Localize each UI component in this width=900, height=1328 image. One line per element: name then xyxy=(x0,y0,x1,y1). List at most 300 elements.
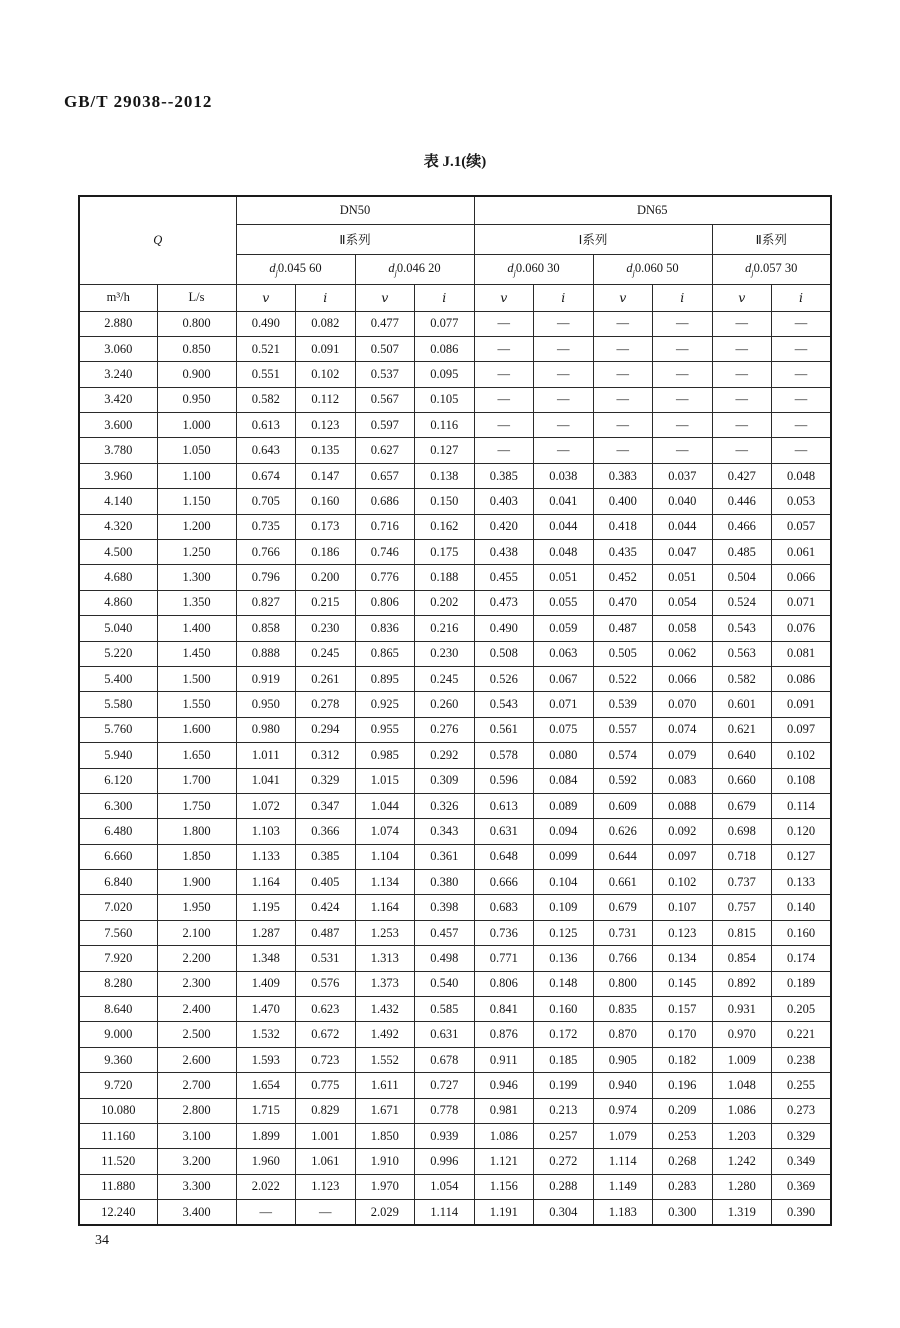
value-cell: 0.613 xyxy=(474,793,534,818)
value-cell: 0.490 xyxy=(236,311,296,336)
value-cell: 0.189 xyxy=(772,971,832,996)
value-cell: 1.079 xyxy=(593,1124,653,1149)
flow-m3h-cell: 7.560 xyxy=(79,920,157,945)
value-cell: 0.955 xyxy=(355,717,415,742)
value-cell: — xyxy=(296,1200,356,1225)
table-row xyxy=(79,1149,831,1174)
flow-m3h-cell: 8.640 xyxy=(79,997,157,1022)
value-cell: 0.081 xyxy=(772,641,832,666)
flow-ls-cell: 1.300 xyxy=(157,565,236,590)
value-cell: 0.102 xyxy=(296,362,356,387)
value-cell: 0.931 xyxy=(712,997,772,1022)
value-cell: 0.970 xyxy=(712,1022,772,1047)
flow-ls-cell: 1.450 xyxy=(157,641,236,666)
diameter-header-1 xyxy=(236,254,355,284)
value-cell: 0.698 xyxy=(712,819,772,844)
flow-m3h-cell: 3.240 xyxy=(79,362,157,387)
value-cell: 0.084 xyxy=(534,768,594,793)
value-cell: — xyxy=(534,387,594,412)
value-cell: 0.438 xyxy=(474,540,534,565)
value-cell: — xyxy=(712,413,772,438)
value-cell: 0.435 xyxy=(593,540,653,565)
value-cell: 0.473 xyxy=(474,590,534,615)
d-subscript: j xyxy=(275,268,278,278)
value-cell: 0.160 xyxy=(534,997,594,1022)
value-cell: 0.089 xyxy=(534,793,594,818)
value-cell: 0.678 xyxy=(415,1047,475,1072)
flow-m3h-cell: 9.360 xyxy=(79,1047,157,1072)
value-cell: 0.048 xyxy=(534,540,594,565)
value-cell: 0.260 xyxy=(415,692,475,717)
table-row xyxy=(79,1022,831,1047)
i-header: i xyxy=(653,284,713,311)
value-cell: 0.674 xyxy=(236,463,296,488)
value-cell: — xyxy=(593,413,653,438)
value-cell: 0.278 xyxy=(296,692,356,717)
dn65-series2-header: Ⅱ系列 xyxy=(712,224,831,254)
value-cell: 0.865 xyxy=(355,641,415,666)
value-cell: 0.134 xyxy=(653,946,713,971)
value-cell: 0.044 xyxy=(534,514,594,539)
value-cell: 0.257 xyxy=(534,1124,594,1149)
value-cell: 1.011 xyxy=(236,743,296,768)
value-cell: 0.380 xyxy=(415,870,475,895)
table-header xyxy=(79,196,831,311)
value-cell: 0.766 xyxy=(593,946,653,971)
value-cell: 1.164 xyxy=(236,870,296,895)
value-cell: 0.424 xyxy=(296,895,356,920)
value-cell: 0.114 xyxy=(772,793,832,818)
value-cell: 0.888 xyxy=(236,641,296,666)
flow-m3h-cell: 9.720 xyxy=(79,1073,157,1098)
table-row xyxy=(79,387,831,412)
table-row xyxy=(79,362,831,387)
value-cell: 0.086 xyxy=(772,666,832,691)
value-cell: 0.585 xyxy=(415,997,475,1022)
flow-m3h-cell: 5.760 xyxy=(79,717,157,742)
flow-m3h-cell: 6.300 xyxy=(79,793,157,818)
value-cell: 1.715 xyxy=(236,1098,296,1123)
value-cell: 1.319 xyxy=(712,1200,772,1225)
value-cell: 0.505 xyxy=(593,641,653,666)
value-cell: 0.498 xyxy=(415,946,475,971)
value-cell: 0.175 xyxy=(415,540,475,565)
flow-ls-cell: 1.050 xyxy=(157,438,236,463)
value-cell: 0.109 xyxy=(534,895,594,920)
table-row xyxy=(79,793,831,818)
value-cell: — xyxy=(593,336,653,361)
table-row xyxy=(79,463,831,488)
value-cell: 0.037 xyxy=(653,463,713,488)
value-cell: 0.094 xyxy=(534,819,594,844)
value-cell: 0.300 xyxy=(653,1200,713,1225)
d-symbol: d xyxy=(626,260,633,275)
value-cell: 0.230 xyxy=(296,616,356,641)
flow-m3h-cell: 7.920 xyxy=(79,946,157,971)
value-cell: 1.072 xyxy=(236,793,296,818)
value-cell: 1.133 xyxy=(236,844,296,869)
value-cell: 0.040 xyxy=(653,489,713,514)
flow-ls-cell: 1.500 xyxy=(157,666,236,691)
value-cell: 0.112 xyxy=(296,387,356,412)
value-cell: 0.666 xyxy=(474,870,534,895)
value-cell: — xyxy=(534,336,594,361)
table-row xyxy=(79,1200,831,1225)
value-cell: 0.582 xyxy=(712,666,772,691)
value-cell: 0.427 xyxy=(712,463,772,488)
value-cell: 1.061 xyxy=(296,1149,356,1174)
value-cell: 0.905 xyxy=(593,1047,653,1072)
value-cell: 0.836 xyxy=(355,616,415,641)
d-subscript: j xyxy=(632,268,635,278)
value-cell: 0.621 xyxy=(712,717,772,742)
flow-ls-cell: 3.400 xyxy=(157,1200,236,1225)
value-cell: 0.202 xyxy=(415,590,475,615)
value-cell: 0.092 xyxy=(653,819,713,844)
value-cell: 1.432 xyxy=(355,997,415,1022)
diameter-header-2 xyxy=(355,254,474,284)
value-cell: 0.567 xyxy=(355,387,415,412)
value-cell: 1.253 xyxy=(355,920,415,945)
value-cell: 0.107 xyxy=(653,895,713,920)
value-cell: — xyxy=(534,413,594,438)
value-cell: 0.574 xyxy=(593,743,653,768)
flow-m3h-cell: 11.880 xyxy=(79,1174,157,1199)
value-cell: 0.127 xyxy=(772,844,832,869)
value-cell: — xyxy=(712,438,772,463)
value-cell: 0.657 xyxy=(355,463,415,488)
table-row xyxy=(79,819,831,844)
value-cell: 0.521 xyxy=(236,336,296,361)
flow-m3h-cell: 3.960 xyxy=(79,463,157,488)
value-cell: 0.145 xyxy=(653,971,713,996)
value-cell: 0.349 xyxy=(772,1149,832,1174)
value-cell: 0.205 xyxy=(772,997,832,1022)
table-row xyxy=(79,666,831,691)
value-cell: 0.309 xyxy=(415,768,475,793)
value-cell: 1.970 xyxy=(355,1174,415,1199)
value-cell: 1.348 xyxy=(236,946,296,971)
value-cell: 0.099 xyxy=(534,844,594,869)
value-cell: 1.203 xyxy=(712,1124,772,1149)
value-cell: 0.623 xyxy=(296,997,356,1022)
value-cell: 0.683 xyxy=(474,895,534,920)
flow-m3h-cell: 4.860 xyxy=(79,590,157,615)
value-cell: 0.091 xyxy=(296,336,356,361)
value-cell: 0.044 xyxy=(653,514,713,539)
value-cell: 0.778 xyxy=(415,1098,475,1123)
page-number: 34 xyxy=(95,1233,109,1248)
flow-ls-cell: 0.950 xyxy=(157,387,236,412)
d-subscript: j xyxy=(394,268,397,278)
value-cell: 0.487 xyxy=(296,920,356,945)
value-cell: — xyxy=(653,362,713,387)
value-cell: 0.076 xyxy=(772,616,832,641)
diameter-header-5 xyxy=(712,254,831,284)
value-cell: 0.757 xyxy=(712,895,772,920)
value-cell: 1.191 xyxy=(474,1200,534,1225)
value-cell: 1.287 xyxy=(236,920,296,945)
value-cell: 0.369 xyxy=(772,1174,832,1199)
value-cell: 1.313 xyxy=(355,946,415,971)
value-cell: 0.061 xyxy=(772,540,832,565)
flow-ls-cell: 2.700 xyxy=(157,1073,236,1098)
value-cell: — xyxy=(772,362,832,387)
value-cell: — xyxy=(474,336,534,361)
value-cell: 0.841 xyxy=(474,997,534,1022)
value-cell: 0.736 xyxy=(474,920,534,945)
value-cell: 0.576 xyxy=(296,971,356,996)
value-cell: 0.490 xyxy=(474,616,534,641)
table-row xyxy=(79,641,831,666)
flow-ls-cell: 2.600 xyxy=(157,1047,236,1072)
i-header: i xyxy=(772,284,832,311)
flow-m3h-cell: 6.480 xyxy=(79,819,157,844)
value-cell: 0.230 xyxy=(415,641,475,666)
value-cell: 0.200 xyxy=(296,565,356,590)
flow-m3h-cell: 3.780 xyxy=(79,438,157,463)
value-cell: 0.174 xyxy=(772,946,832,971)
flow-m3h-cell: 4.500 xyxy=(79,540,157,565)
table-row xyxy=(79,743,831,768)
value-cell: 1.850 xyxy=(355,1124,415,1149)
value-cell: 0.288 xyxy=(534,1174,594,1199)
value-cell: 0.160 xyxy=(296,489,356,514)
table-row xyxy=(79,1124,831,1149)
value-cell: 0.221 xyxy=(772,1022,832,1047)
flow-m3h-cell: 4.320 xyxy=(79,514,157,539)
value-cell: 0.255 xyxy=(772,1073,832,1098)
value-cell: 0.716 xyxy=(355,514,415,539)
unit-m3h-header: m³/h xyxy=(79,284,157,311)
flow-ls-cell: 3.100 xyxy=(157,1124,236,1149)
value-cell: 0.170 xyxy=(653,1022,713,1047)
value-cell: 2.029 xyxy=(355,1200,415,1225)
value-cell: 1.960 xyxy=(236,1149,296,1174)
value-cell: 0.477 xyxy=(355,311,415,336)
table-row xyxy=(79,1073,831,1098)
d-symbol: d xyxy=(388,260,395,275)
flow-m3h-cell: 5.220 xyxy=(79,641,157,666)
d-symbol: d xyxy=(507,260,514,275)
value-cell: 0.074 xyxy=(653,717,713,742)
value-cell: — xyxy=(712,362,772,387)
value-cell: 0.485 xyxy=(712,540,772,565)
value-cell: 1.048 xyxy=(712,1073,772,1098)
value-cell: — xyxy=(534,311,594,336)
value-cell: 1.121 xyxy=(474,1149,534,1174)
value-cell: 0.329 xyxy=(296,768,356,793)
v-header: v xyxy=(236,284,296,311)
value-cell: 0.083 xyxy=(653,768,713,793)
value-cell: 0.950 xyxy=(236,692,296,717)
v-header: v xyxy=(712,284,772,311)
value-cell: — xyxy=(712,336,772,361)
value-cell: 0.185 xyxy=(534,1047,594,1072)
value-cell: 0.077 xyxy=(415,311,475,336)
value-cell: 0.911 xyxy=(474,1047,534,1072)
value-cell: 0.120 xyxy=(772,819,832,844)
value-cell: 0.543 xyxy=(712,616,772,641)
value-cell: 0.079 xyxy=(653,743,713,768)
value-cell: 0.116 xyxy=(415,413,475,438)
value-cell: 0.723 xyxy=(296,1047,356,1072)
value-cell: — xyxy=(772,387,832,412)
flow-m3h-cell: 5.400 xyxy=(79,666,157,691)
table-row xyxy=(79,895,831,920)
value-cell: 0.731 xyxy=(593,920,653,945)
table-row xyxy=(79,514,831,539)
value-cell: 0.870 xyxy=(593,1022,653,1047)
flow-ls-cell: 2.300 xyxy=(157,971,236,996)
value-cell: 0.102 xyxy=(772,743,832,768)
value-cell: 0.981 xyxy=(474,1098,534,1123)
value-cell: 0.400 xyxy=(593,489,653,514)
diameter-header-3 xyxy=(474,254,593,284)
table-row xyxy=(79,692,831,717)
value-cell: 0.150 xyxy=(415,489,475,514)
value-cell: 1.156 xyxy=(474,1174,534,1199)
dn50-group-header: DN50 xyxy=(236,196,474,224)
value-cell: 1.164 xyxy=(355,895,415,920)
table-row xyxy=(79,540,831,565)
dn50-series2-header: Ⅱ系列 xyxy=(236,224,474,254)
value-cell: 0.796 xyxy=(236,565,296,590)
unit-ls-header: L/s xyxy=(157,284,236,311)
flow-m3h-cell: 6.660 xyxy=(79,844,157,869)
v-header: v xyxy=(593,284,653,311)
i-header: i xyxy=(415,284,475,311)
value-cell: 0.631 xyxy=(415,1022,475,1047)
value-cell: — xyxy=(593,438,653,463)
value-cell: 0.508 xyxy=(474,641,534,666)
value-cell: 1.183 xyxy=(593,1200,653,1225)
table-row xyxy=(79,971,831,996)
value-cell: 0.613 xyxy=(236,413,296,438)
table-row xyxy=(79,336,831,361)
value-cell: 0.455 xyxy=(474,565,534,590)
value-cell: 0.679 xyxy=(712,793,772,818)
table-row xyxy=(79,565,831,590)
d-value: 0.046 20 xyxy=(396,260,441,275)
value-cell: 1.552 xyxy=(355,1047,415,1072)
value-cell: 0.919 xyxy=(236,666,296,691)
value-cell: — xyxy=(653,311,713,336)
value-cell: 0.858 xyxy=(236,616,296,641)
value-cell: — xyxy=(593,311,653,336)
value-cell: 0.058 xyxy=(653,616,713,641)
value-cell: 0.196 xyxy=(653,1073,713,1098)
flow-ls-cell: 1.250 xyxy=(157,540,236,565)
value-cell: 0.216 xyxy=(415,616,475,641)
table-body xyxy=(79,311,831,1225)
value-cell: 0.746 xyxy=(355,540,415,565)
value-cell: 0.661 xyxy=(593,870,653,895)
value-cell: 0.051 xyxy=(653,565,713,590)
value-cell: 0.062 xyxy=(653,641,713,666)
value-cell: 1.409 xyxy=(236,971,296,996)
value-cell: 0.561 xyxy=(474,717,534,742)
value-cell: 0.162 xyxy=(415,514,475,539)
d-subscript: j xyxy=(513,268,516,278)
value-cell: 1.114 xyxy=(415,1200,475,1225)
value-cell: 0.815 xyxy=(712,920,772,945)
flow-ls-cell: 1.900 xyxy=(157,870,236,895)
value-cell: 0.446 xyxy=(712,489,772,514)
flow-m3h-cell: 4.140 xyxy=(79,489,157,514)
value-cell: 0.245 xyxy=(415,666,475,691)
value-cell: — xyxy=(653,387,713,412)
value-cell: 0.892 xyxy=(712,971,772,996)
standard-code: GB/T 29038--2012 xyxy=(64,92,213,111)
flow-ls-cell: 0.800 xyxy=(157,311,236,336)
value-cell: 0.138 xyxy=(415,463,475,488)
flow-m3h-cell: 7.020 xyxy=(79,895,157,920)
value-cell: — xyxy=(772,336,832,361)
value-cell: 0.540 xyxy=(415,971,475,996)
value-cell: 0.188 xyxy=(415,565,475,590)
value-cell: 0.361 xyxy=(415,844,475,869)
value-cell: 1.654 xyxy=(236,1073,296,1098)
value-cell: 0.526 xyxy=(474,666,534,691)
flow-ls-cell: 1.700 xyxy=(157,768,236,793)
value-cell: 0.182 xyxy=(653,1047,713,1072)
d-symbol: d xyxy=(269,260,276,275)
value-cell: 0.705 xyxy=(236,489,296,514)
value-cell: 0.727 xyxy=(415,1073,475,1098)
value-cell: 0.775 xyxy=(296,1073,356,1098)
value-cell: 0.133 xyxy=(772,870,832,895)
table-row xyxy=(79,768,831,793)
value-cell: 0.245 xyxy=(296,641,356,666)
i-header: i xyxy=(296,284,356,311)
flow-ls-cell: 1.000 xyxy=(157,413,236,438)
flow-m3h-cell: 3.600 xyxy=(79,413,157,438)
value-cell: 0.080 xyxy=(534,743,594,768)
table-row xyxy=(79,438,831,463)
value-cell: 0.940 xyxy=(593,1073,653,1098)
value-cell: — xyxy=(772,311,832,336)
value-cell: — xyxy=(772,413,832,438)
value-cell: 0.125 xyxy=(534,920,594,945)
value-cell: 0.835 xyxy=(593,997,653,1022)
value-cell: 1.054 xyxy=(415,1174,475,1199)
value-cell: 0.946 xyxy=(474,1073,534,1098)
value-cell: 0.737 xyxy=(712,870,772,895)
value-cell: 0.238 xyxy=(772,1047,832,1072)
value-cell: 1.114 xyxy=(593,1149,653,1174)
value-cell: 0.157 xyxy=(653,997,713,1022)
value-cell: 0.679 xyxy=(593,895,653,920)
flow-m3h-cell: 4.680 xyxy=(79,565,157,590)
value-cell: 0.452 xyxy=(593,565,653,590)
value-cell: — xyxy=(474,387,534,412)
flow-ls-cell: 0.850 xyxy=(157,336,236,361)
value-cell: — xyxy=(593,387,653,412)
value-cell: — xyxy=(772,438,832,463)
table-title: 表 J.1(续) xyxy=(423,154,487,170)
value-cell: 1.074 xyxy=(355,819,415,844)
value-cell: 0.343 xyxy=(415,819,475,844)
value-cell: 0.054 xyxy=(653,590,713,615)
value-cell: 0.592 xyxy=(593,768,653,793)
flow-ls-cell: 1.750 xyxy=(157,793,236,818)
table-row xyxy=(79,920,831,945)
value-cell: 0.283 xyxy=(653,1174,713,1199)
value-cell: 2.022 xyxy=(236,1174,296,1199)
table-row xyxy=(79,311,831,336)
value-cell: 0.457 xyxy=(415,920,475,945)
